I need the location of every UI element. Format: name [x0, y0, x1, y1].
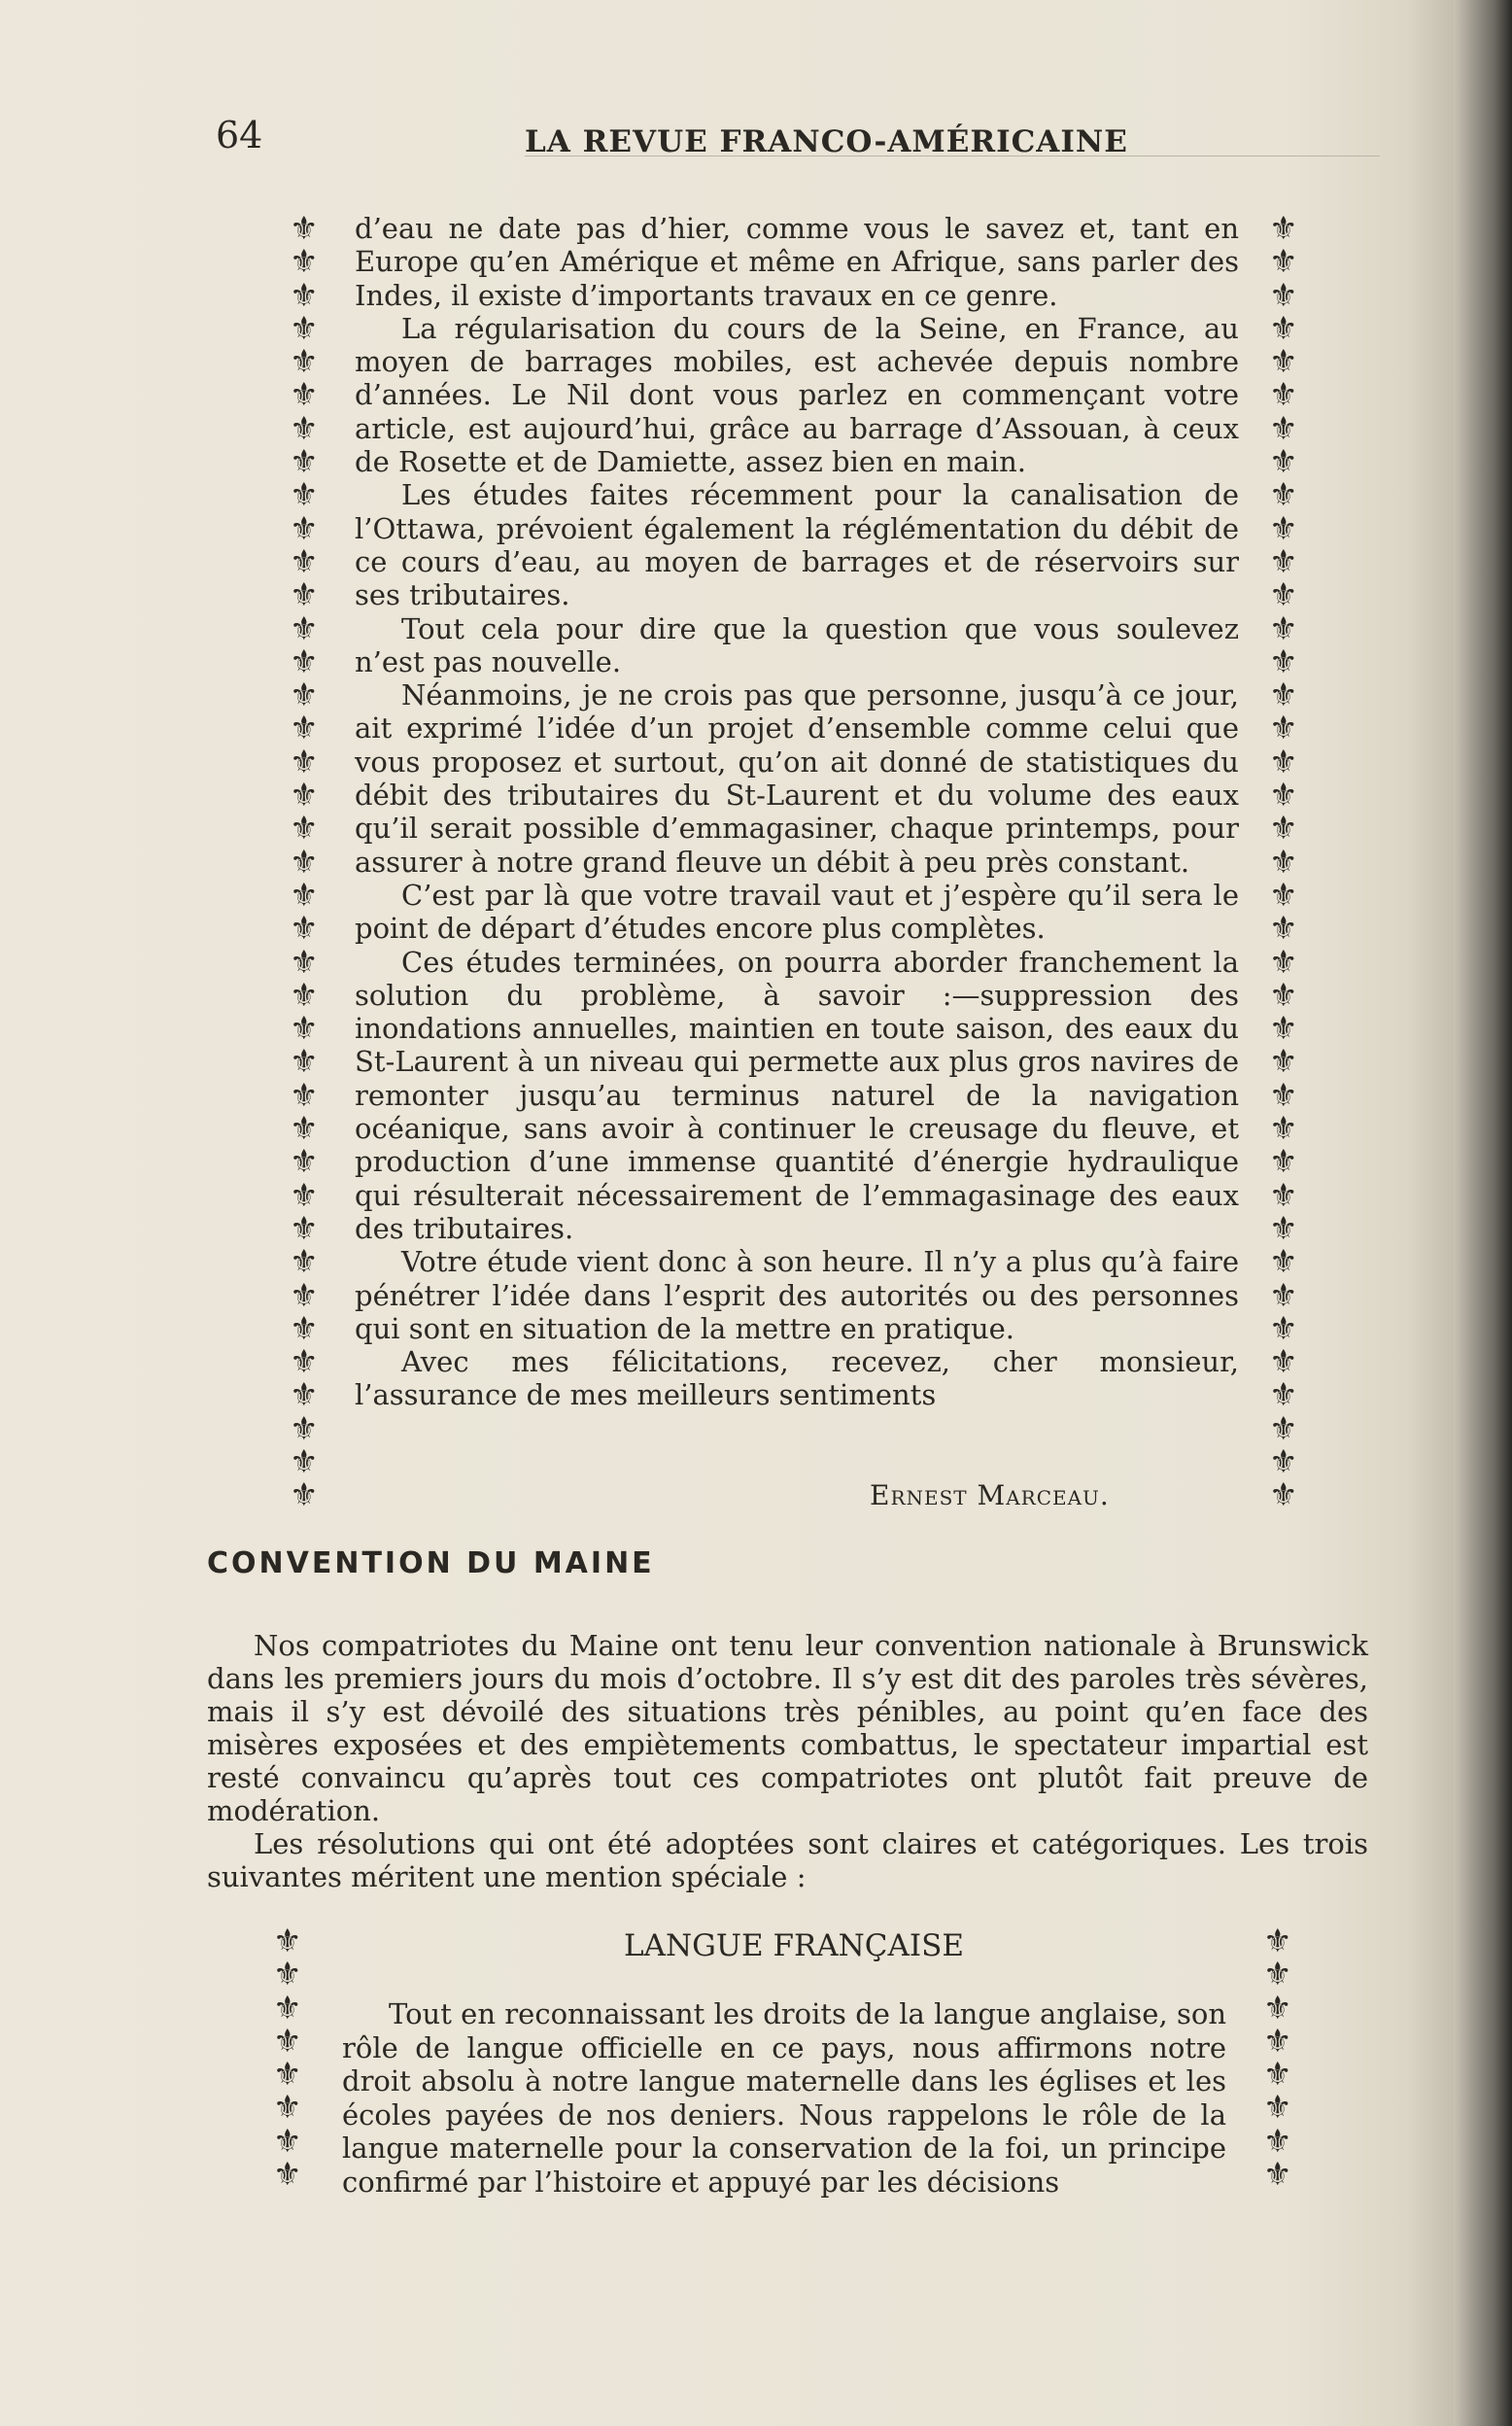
fleur-de-lis-icon: ⚜ — [1269, 442, 1298, 481]
fleur-de-lis-icon: ⚜ — [290, 641, 319, 680]
letter-paragraph: C’est par là que votre travail vaut et j’espère qu’il sera le point de départ d’études encore plus complètes. — [355, 878, 1239, 946]
fleur-de-lis-icon: ⚜ — [273, 2021, 302, 2060]
fleur-de-lis-icon: ⚜ — [290, 842, 319, 881]
fleur-de-lis-icon: ⚜ — [290, 1308, 319, 1347]
section-title: CONVENTION DU MAINE — [207, 1546, 655, 1580]
letter-paragraph: La régularisation du cours de la Seine, en France, au moyen de barrages mobiles, est achevée depuis nombre d’années. Le Nil dont vous parlez en commençant votre article, est aujourd’hui, grâce au barrage d’Assouan, à ceux de Rosette et de Damiette, assez bien en main. — [355, 311, 1239, 479]
fleur-de-lis-icon: ⚜ — [290, 209, 319, 247]
fleur-de-lis-icon: ⚜ — [1269, 1375, 1298, 1414]
letter-paragraph: d’eau ne date pas d’hier, comme vous le savez et, tant en Europe qu’en Amérique et même en Afrique, sans parler des Indes, il existe d’importants travaux en ce genre. — [355, 212, 1239, 312]
fleur-de-lis-icon: ⚜ — [1269, 1242, 1298, 1281]
fleur-de-lis-icon: ⚜ — [290, 1441, 319, 1480]
fleur-de-lis-icon: ⚜ — [290, 1175, 319, 1214]
fleur-de-lis-icon: ⚜ — [1269, 975, 1298, 1014]
fleur-de-lis-icon: ⚜ — [1269, 1342, 1298, 1381]
letter-paragraph: Tout cela pour dire que la question que vous soulevez n’est pas nouvelle. — [355, 611, 1239, 678]
fleur-de-lis-icon: ⚜ — [1269, 742, 1298, 780]
letter-paragraph: Avec mes félicitations, recevez, cher monsieur, l’assurance de mes meilleurs sentiments — [355, 1345, 1239, 1412]
fleur-de-lis-icon: ⚜ — [290, 1009, 319, 1048]
fleur-de-lis-icon: ⚜ — [1269, 875, 1298, 914]
fleur-de-lis-icon: ⚜ — [290, 1242, 319, 1281]
fleur-de-lis-icon: ⚜ — [290, 975, 319, 1014]
fleur-de-lis-icon: ⚜ — [1269, 242, 1298, 281]
fleur-de-lis-icon: ⚜ — [1269, 608, 1298, 647]
fleur-de-lis-icon: ⚜ — [1269, 1308, 1298, 1347]
fleur-de-lis-icon: ⚜ — [1269, 1142, 1298, 1181]
fleur-de-lis-icon: ⚜ — [273, 2155, 302, 2194]
fleur-de-lis-icon: ⚜ — [290, 475, 319, 514]
fleur-de-lis-icon: ⚜ — [1269, 308, 1298, 347]
fleur-de-lis-icon: ⚜ — [1269, 641, 1298, 680]
fleur-de-lis-icon: ⚜ — [290, 508, 319, 547]
fleur-de-lis-icon: ⚜ — [273, 2055, 302, 2094]
fleur-de-lis-icon: ⚜ — [1269, 541, 1298, 580]
page-edge-shadow — [1454, 0, 1512, 2426]
fleur-de-lis-icon: ⚜ — [1263, 2088, 1292, 2127]
fleur-de-lis-icon: ⚜ — [273, 1955, 302, 1993]
fleur-de-lis-icon: ⚜ — [290, 541, 319, 580]
resolution-heading: LANGUE FRANÇAISE — [623, 1928, 965, 1963]
fleur-de-lis-icon: ⚜ — [290, 1408, 319, 1447]
page-number: 64 — [216, 114, 263, 156]
fleur-de-lis-icon: ⚜ — [1269, 408, 1298, 447]
fleur-de-lis-icon: ⚜ — [1269, 909, 1298, 948]
running-head: LA REVUE FRANCO-AMÉRICAINE — [525, 124, 1128, 159]
fleur-de-lis-icon: ⚜ — [290, 1475, 319, 1514]
fleur-de-lis-icon: ⚜ — [1263, 1922, 1292, 1959]
fleur-de-lis-icon: ⚜ — [1263, 2055, 1292, 2094]
fleur-de-lis-icon: ⚜ — [1269, 508, 1298, 547]
fleur-de-lis-icon: ⚜ — [290, 875, 319, 914]
fleur-de-lis-icon: ⚜ — [290, 375, 319, 414]
fleur-border-left-letter — [290, 209, 319, 1514]
fleur-de-lis-icon: ⚜ — [1263, 1988, 1292, 2027]
fleur-de-lis-icon: ⚜ — [290, 1275, 319, 1314]
fleur-border-right-letter — [1269, 209, 1298, 1514]
fleur-de-lis-icon: ⚜ — [290, 1075, 319, 1114]
fleur-de-lis-icon: ⚜ — [1269, 709, 1298, 747]
fleur-de-lis-icon: ⚜ — [290, 1109, 319, 1148]
fleur-de-lis-icon: ⚜ — [1269, 342, 1298, 381]
fleur-border-right-resolution — [1263, 1922, 1292, 2194]
fleur-de-lis-icon: ⚜ — [1269, 1475, 1298, 1514]
letter-paragraph: Néanmoins, je ne crois pas que personne, jusqu’à ce jour, ait exprimé l’idée d’un projet d’ensemble comme celui que vous proposez et surtout, qu’on ait donné de statistiques du débit des tributaires du St-Laurent et du volume des eaux qu’il serait possible d’emmagasiner, chaque printemps, pour assurer à notre grand fleuve un débit à peu près constant. — [355, 678, 1239, 879]
fleur-de-lis-icon: ⚜ — [1269, 275, 1298, 314]
fleur-de-lis-icon: ⚜ — [290, 408, 319, 447]
fleur-de-lis-icon: ⚜ — [273, 1922, 302, 1959]
fleur-de-lis-icon: ⚜ — [1269, 209, 1298, 247]
fleur-de-lis-icon: ⚜ — [1269, 942, 1298, 981]
section-paragraph: Les résolutions qui ont été adoptées sont claires et catégoriques. Les trois suivantes méritent une mention spéciale : — [207, 1827, 1368, 1893]
fleur-de-lis-icon: ⚜ — [1269, 1109, 1298, 1148]
fleur-de-lis-icon: ⚜ — [290, 1042, 319, 1081]
letter-paragraph: Les études faites récemment pour la canalisation de l’Ottawa, prévoient également la réglémentation du débit de ce cours d’eau, au moyen de barrages et de réservoirs sur ses tributaires. — [355, 478, 1239, 612]
fleur-de-lis-icon: ⚜ — [1269, 1009, 1298, 1048]
fleur-de-lis-icon: ⚜ — [1269, 842, 1298, 881]
fleur-de-lis-icon: ⚜ — [1269, 676, 1298, 714]
fleur-border-left-resolution — [273, 1922, 302, 2194]
fleur-de-lis-icon: ⚜ — [1269, 1275, 1298, 1314]
fleur-de-lis-icon: ⚜ — [290, 275, 319, 314]
fleur-de-lis-icon: ⚜ — [290, 1342, 319, 1381]
fleur-de-lis-icon: ⚜ — [273, 1988, 302, 2027]
fleur-de-lis-icon: ⚜ — [290, 942, 319, 981]
section-body — [207, 1629, 1368, 1893]
letter-signature: Ernest Marceau. — [870, 1479, 1110, 1511]
letter-body — [355, 212, 1239, 1412]
fleur-de-lis-icon: ⚜ — [290, 909, 319, 948]
fleur-de-lis-icon: ⚜ — [290, 742, 319, 780]
fleur-de-lis-icon: ⚜ — [290, 676, 319, 714]
fleur-de-lis-icon: ⚜ — [273, 2121, 302, 2160]
letter-paragraph: Ces études terminées, on pourra aborder franchement la solution du problème, à savoir :—suppression des inondations annuelles, maintien en toute saison, des eaux du St-Laurent à un niveau qui permette aux plus gros navires de remonter jusqu’au terminus naturel de la navigation océanique, sans avoir à continuer le creusage du fleuve, et production d’une immense quantité d’énergie hydraulique qui résulterait nécessairement de l’emmagasinage des eaux des tributaires. — [355, 945, 1239, 1245]
fleur-de-lis-icon: ⚜ — [290, 1375, 319, 1414]
fleur-de-lis-icon: ⚜ — [290, 242, 319, 281]
fleur-de-lis-icon: ⚜ — [1269, 575, 1298, 614]
fleur-de-lis-icon: ⚜ — [290, 442, 319, 481]
fleur-de-lis-icon: ⚜ — [1269, 1175, 1298, 1214]
fleur-de-lis-icon: ⚜ — [290, 1208, 319, 1247]
fleur-de-lis-icon: ⚜ — [1269, 1042, 1298, 1081]
fleur-de-lis-icon: ⚜ — [1263, 2021, 1292, 2060]
fleur-de-lis-icon: ⚜ — [1269, 475, 1298, 514]
resolution-body — [342, 1997, 1226, 2199]
fleur-de-lis-icon: ⚜ — [1269, 809, 1298, 848]
fleur-de-lis-icon: ⚜ — [290, 342, 319, 381]
fleur-de-lis-icon: ⚜ — [290, 709, 319, 747]
fleur-de-lis-icon: ⚜ — [1263, 2155, 1292, 2194]
section-paragraph: Nos compatriotes du Maine ont tenu leur convention nationale à Brunswick dans les premiers jours du mois d’octobre. Il s’y est dit des paroles très sévères, mais il s’y est dévoilé des situations très pénibles, au point qu’en face des misères exposées et des empiètements combattus, le spectateur impartial est resté convaincu qu’après tout ces compatriotes ont plutôt fait preuve de modération. — [207, 1629, 1368, 1827]
fleur-de-lis-icon: ⚜ — [1269, 1075, 1298, 1114]
fleur-de-lis-icon: ⚜ — [290, 1142, 319, 1181]
fleur-de-lis-icon: ⚜ — [290, 809, 319, 848]
fleur-de-lis-icon: ⚜ — [273, 2088, 302, 2127]
fleur-de-lis-icon: ⚜ — [290, 308, 319, 347]
resolution-paragraph: Tout en reconnaissant les droits de la langue anglaise, son rôle de langue officielle en ce pays, nous affirmons notre droit absolu à notre langue maternelle dans les églises et les écoles payées de nos deniers. Nous rappelons le rôle de la langue maternelle pour la conservation de la foi, un principe confirmé par l’histoire et appuyé par les décisions — [342, 1997, 1226, 2199]
fleur-de-lis-icon: ⚜ — [1269, 375, 1298, 414]
fleur-de-lis-icon: ⚜ — [1269, 1208, 1298, 1247]
fleur-de-lis-icon: ⚜ — [290, 608, 319, 647]
fleur-de-lis-icon: ⚜ — [1269, 1408, 1298, 1447]
fleur-de-lis-icon: ⚜ — [1269, 776, 1298, 814]
fleur-de-lis-icon: ⚜ — [290, 575, 319, 614]
letter-paragraph: Votre étude vient donc à son heure. Il n’y a plus qu’à faire pénétrer l’idée dans l’esprit des autorités ou des personnes qui sont en situation de la mettre en pratique. — [355, 1245, 1239, 1345]
fleur-de-lis-icon: ⚜ — [1269, 1441, 1298, 1480]
fleur-de-lis-icon: ⚜ — [290, 776, 319, 814]
fleur-de-lis-icon: ⚜ — [1263, 1955, 1292, 1993]
fleur-de-lis-icon: ⚜ — [1263, 2121, 1292, 2160]
